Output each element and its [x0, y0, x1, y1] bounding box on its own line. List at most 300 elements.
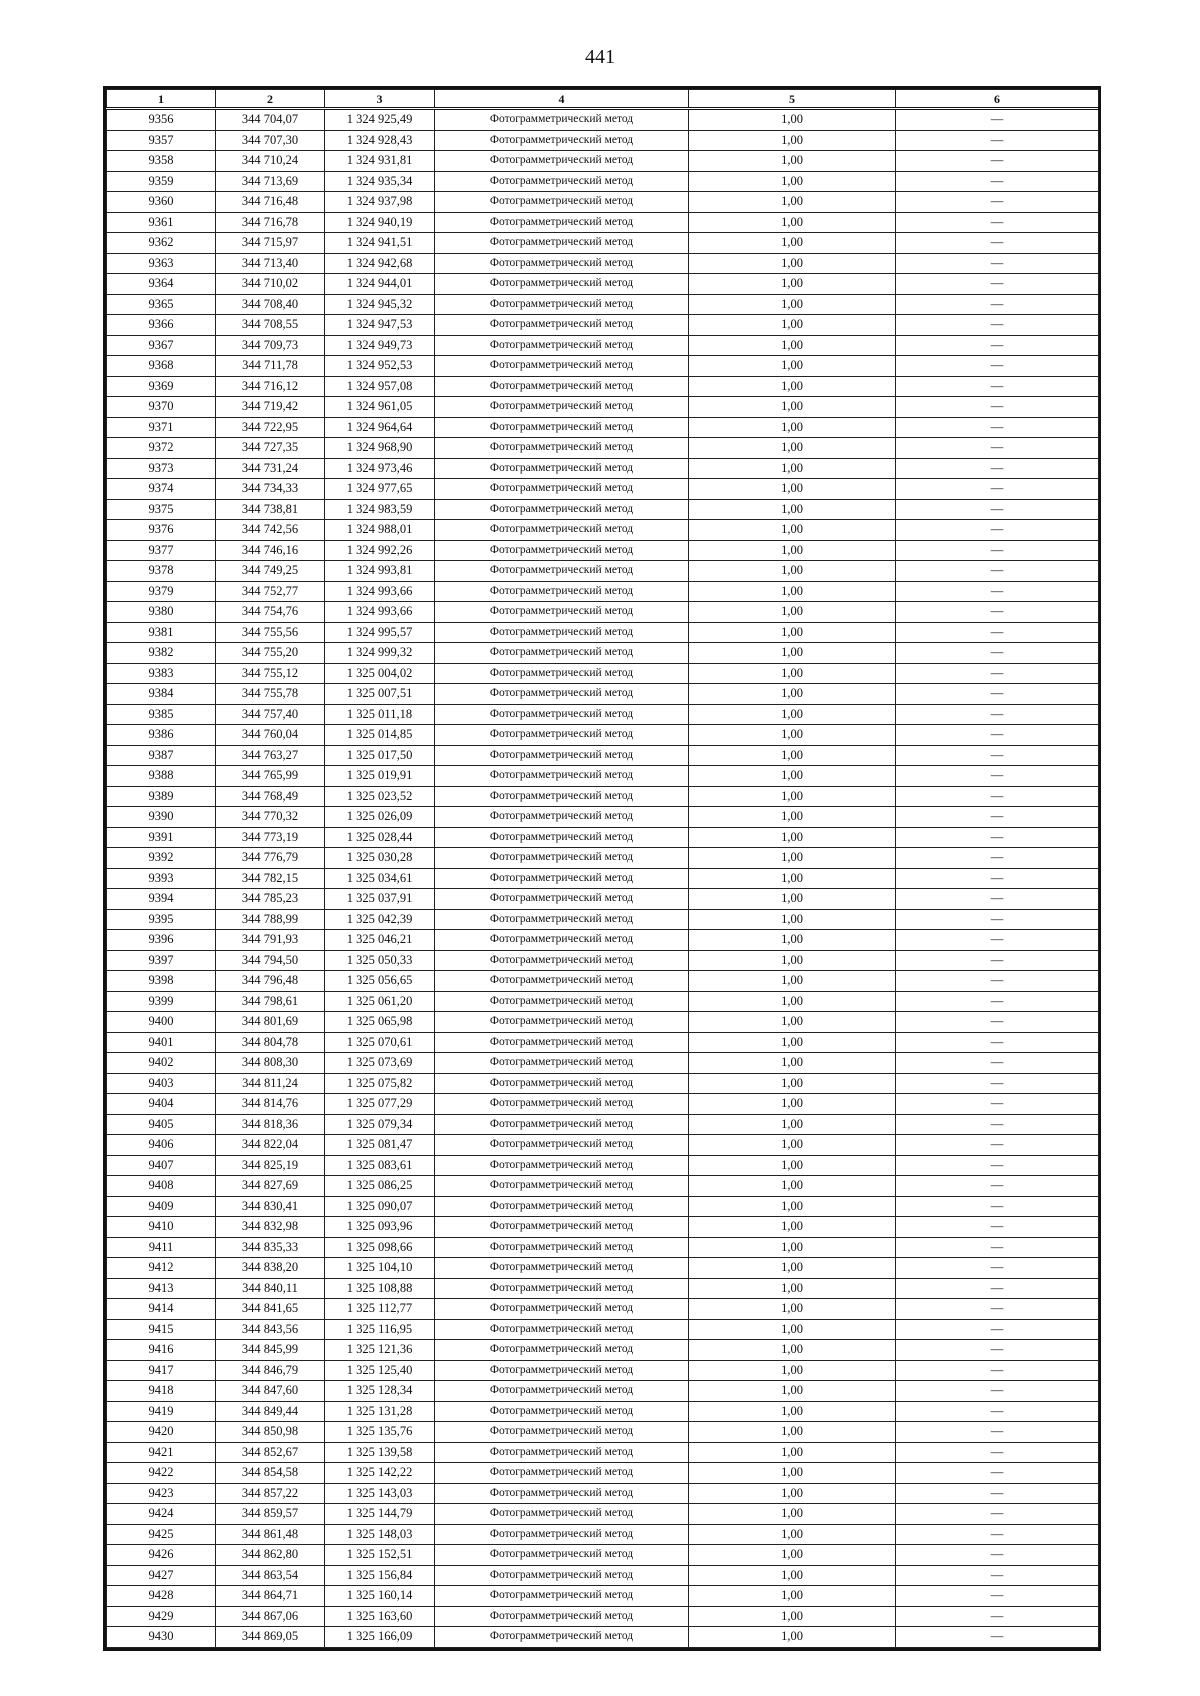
- y-coordinate-cell: 1 325 030,28: [325, 848, 435, 869]
- y-coordinate-cell: 1 325 135,76: [325, 1422, 435, 1443]
- x-coordinate-cell: 344 755,20: [216, 643, 325, 664]
- y-coordinate-cell: 1 325 104,10: [325, 1258, 435, 1279]
- column-header-3: 3: [325, 90, 435, 109]
- y-coordinate-cell: 1 325 081,47: [325, 1135, 435, 1156]
- method-cell: Фотограмметрический метод: [435, 233, 689, 254]
- accuracy-cell: 1,00: [689, 1176, 896, 1197]
- y-coordinate-cell: 1 324 947,53: [325, 315, 435, 336]
- point-number-cell: 9367: [107, 335, 216, 356]
- accuracy-cell: 1,00: [689, 397, 896, 418]
- point-number-cell: 9394: [107, 889, 216, 910]
- accuracy-cell: 1,00: [689, 499, 896, 520]
- table-row: [107, 950, 1099, 971]
- table-row: [107, 971, 1099, 992]
- table-row: [107, 1196, 1099, 1217]
- x-coordinate-cell: 344 822,04: [216, 1135, 325, 1156]
- point-number-cell: 9375: [107, 499, 216, 520]
- point-number-cell: 9399: [107, 991, 216, 1012]
- x-coordinate-cell: 344 742,56: [216, 520, 325, 541]
- table-row: [107, 622, 1099, 643]
- table-row: [107, 520, 1099, 541]
- y-coordinate-cell: 1 324 993,66: [325, 602, 435, 623]
- method-cell: Фотограмметрический метод: [435, 1319, 689, 1340]
- description-cell: —: [896, 499, 1099, 520]
- description-cell: —: [896, 725, 1099, 746]
- method-cell: Фотограмметрический метод: [435, 602, 689, 623]
- accuracy-cell: 1,00: [689, 1545, 896, 1566]
- point-number-cell: 9360: [107, 192, 216, 213]
- table-row: [107, 1053, 1099, 1074]
- table-row: [107, 253, 1099, 274]
- table-row: [107, 827, 1099, 848]
- y-coordinate-cell: 1 324 928,43: [325, 130, 435, 151]
- point-number-cell: 9417: [107, 1360, 216, 1381]
- method-cell: Фотограмметрический метод: [435, 1094, 689, 1115]
- table-row: [107, 1135, 1099, 1156]
- table-row: [107, 171, 1099, 192]
- point-number-cell: 9410: [107, 1217, 216, 1238]
- accuracy-cell: 1,00: [689, 1606, 896, 1627]
- description-cell: —: [896, 1258, 1099, 1279]
- accuracy-cell: 1,00: [689, 1032, 896, 1053]
- description-cell: —: [896, 1627, 1099, 1648]
- accuracy-cell: 1,00: [689, 868, 896, 889]
- y-coordinate-cell: 1 325 061,20: [325, 991, 435, 1012]
- x-coordinate-cell: 344 773,19: [216, 827, 325, 848]
- table-row: [107, 130, 1099, 151]
- point-number-cell: 9428: [107, 1586, 216, 1607]
- method-cell: Фотограмметрический метод: [435, 930, 689, 951]
- point-number-cell: 9386: [107, 725, 216, 746]
- y-coordinate-cell: 1 325 007,51: [325, 684, 435, 705]
- x-coordinate-cell: 344 818,36: [216, 1114, 325, 1135]
- accuracy-cell: 1,00: [689, 889, 896, 910]
- x-coordinate-cell: 344 832,98: [216, 1217, 325, 1238]
- method-cell: Фотограмметрический метод: [435, 1073, 689, 1094]
- table-row: [107, 1360, 1099, 1381]
- method-cell: Фотограмметрический метод: [435, 397, 689, 418]
- accuracy-cell: 1,00: [689, 1094, 896, 1115]
- table-row: [107, 1258, 1099, 1279]
- point-number-cell: 9383: [107, 663, 216, 684]
- point-number-cell: 9385: [107, 704, 216, 725]
- y-coordinate-cell: 1 325 093,96: [325, 1217, 435, 1238]
- x-coordinate-cell: 344 796,48: [216, 971, 325, 992]
- y-coordinate-cell: 1 325 131,28: [325, 1401, 435, 1422]
- x-coordinate-cell: 344 716,78: [216, 212, 325, 233]
- point-number-cell: 9416: [107, 1340, 216, 1361]
- y-coordinate-cell: 1 324 977,65: [325, 479, 435, 500]
- table-row: [107, 1299, 1099, 1320]
- table-row: [107, 1401, 1099, 1422]
- method-cell: Фотограмметрический метод: [435, 848, 689, 869]
- y-coordinate-cell: 1 325 125,40: [325, 1360, 435, 1381]
- table-row: [107, 540, 1099, 561]
- y-coordinate-cell: 1 325 023,52: [325, 786, 435, 807]
- description-cell: —: [896, 192, 1099, 213]
- x-coordinate-cell: 344 785,23: [216, 889, 325, 910]
- x-coordinate-cell: 344 846,79: [216, 1360, 325, 1381]
- y-coordinate-cell: 1 324 968,90: [325, 438, 435, 459]
- x-coordinate-cell: 344 707,30: [216, 130, 325, 151]
- x-coordinate-cell: 344 716,12: [216, 376, 325, 397]
- accuracy-cell: 1,00: [689, 1463, 896, 1484]
- x-coordinate-cell: 344 738,81: [216, 499, 325, 520]
- x-coordinate-cell: 344 719,42: [216, 397, 325, 418]
- accuracy-cell: 1,00: [689, 1135, 896, 1156]
- table-row: [107, 663, 1099, 684]
- x-coordinate-cell: 344 849,44: [216, 1401, 325, 1422]
- method-cell: Фотограмметрический метод: [435, 704, 689, 725]
- y-coordinate-cell: 1 325 077,29: [325, 1094, 435, 1115]
- point-number-cell: 9364: [107, 274, 216, 295]
- point-number-cell: 9382: [107, 643, 216, 664]
- y-coordinate-cell: 1 324 941,51: [325, 233, 435, 254]
- method-cell: Фотограмметрический метод: [435, 725, 689, 746]
- point-number-cell: 9408: [107, 1176, 216, 1197]
- y-coordinate-cell: 1 325 143,03: [325, 1483, 435, 1504]
- y-coordinate-cell: 1 324 944,01: [325, 274, 435, 295]
- y-coordinate-cell: 1 325 148,03: [325, 1524, 435, 1545]
- description-cell: —: [896, 766, 1099, 787]
- x-coordinate-cell: 344 765,99: [216, 766, 325, 787]
- method-cell: Фотограмметрический метод: [435, 520, 689, 541]
- point-number-cell: 9384: [107, 684, 216, 705]
- description-cell: —: [896, 991, 1099, 1012]
- y-coordinate-cell: 1 325 112,77: [325, 1299, 435, 1320]
- method-cell: Фотограмметрический метод: [435, 1422, 689, 1443]
- method-cell: Фотограмметрический метод: [435, 745, 689, 766]
- description-cell: —: [896, 376, 1099, 397]
- y-coordinate-cell: 1 324 931,81: [325, 151, 435, 172]
- point-number-cell: 9420: [107, 1422, 216, 1443]
- accuracy-cell: 1,00: [689, 315, 896, 336]
- description-cell: —: [896, 909, 1099, 930]
- method-cell: Фотограмметрический метод: [435, 376, 689, 397]
- table-row: [107, 212, 1099, 233]
- point-number-cell: 9373: [107, 458, 216, 479]
- x-coordinate-cell: 344 755,78: [216, 684, 325, 705]
- x-coordinate-cell: 344 727,35: [216, 438, 325, 459]
- point-number-cell: 9424: [107, 1504, 216, 1525]
- method-cell: Фотограмметрический метод: [435, 1442, 689, 1463]
- x-coordinate-cell: 344 731,24: [216, 458, 325, 479]
- x-coordinate-cell: 344 861,48: [216, 1524, 325, 1545]
- table-row: [107, 192, 1099, 213]
- method-cell: Фотограмметрический метод: [435, 335, 689, 356]
- x-coordinate-cell: 344 827,69: [216, 1176, 325, 1197]
- x-coordinate-cell: 344 760,04: [216, 725, 325, 746]
- method-cell: Фотограмметрический метод: [435, 1299, 689, 1320]
- x-coordinate-cell: 344 794,50: [216, 950, 325, 971]
- point-number-cell: 9411: [107, 1237, 216, 1258]
- table-row: [107, 1155, 1099, 1176]
- x-coordinate-cell: 344 710,02: [216, 274, 325, 295]
- table-row: [107, 335, 1099, 356]
- description-cell: —: [896, 294, 1099, 315]
- table-row: [107, 684, 1099, 705]
- y-coordinate-cell: 1 325 079,34: [325, 1114, 435, 1135]
- accuracy-cell: 1,00: [689, 581, 896, 602]
- description-cell: —: [896, 827, 1099, 848]
- table-row: [107, 1278, 1099, 1299]
- description-cell: —: [896, 253, 1099, 274]
- x-coordinate-cell: 344 852,67: [216, 1442, 325, 1463]
- table-body: [107, 109, 1099, 1648]
- method-cell: Фотограмметрический метод: [435, 1463, 689, 1484]
- table-row: [107, 1586, 1099, 1607]
- y-coordinate-cell: 1 325 028,44: [325, 827, 435, 848]
- method-cell: Фотограмметрический метод: [435, 1606, 689, 1627]
- accuracy-cell: 1,00: [689, 1196, 896, 1217]
- point-number-cell: 9405: [107, 1114, 216, 1135]
- table-row: [107, 1340, 1099, 1361]
- accuracy-cell: 1,00: [689, 1483, 896, 1504]
- y-coordinate-cell: 1 325 037,91: [325, 889, 435, 910]
- x-coordinate-cell: 344 843,56: [216, 1319, 325, 1340]
- y-coordinate-cell: 1 324 983,59: [325, 499, 435, 520]
- description-cell: —: [896, 1094, 1099, 1115]
- table-header: [107, 90, 1099, 109]
- point-number-cell: 9413: [107, 1278, 216, 1299]
- description-cell: —: [896, 520, 1099, 541]
- description-cell: —: [896, 622, 1099, 643]
- y-coordinate-cell: 1 324 925,49: [325, 109, 435, 131]
- description-cell: —: [896, 807, 1099, 828]
- description-cell: —: [896, 1422, 1099, 1443]
- accuracy-cell: 1,00: [689, 745, 896, 766]
- description-cell: —: [896, 581, 1099, 602]
- point-number-cell: 9387: [107, 745, 216, 766]
- description-cell: —: [896, 1442, 1099, 1463]
- table-row: [107, 499, 1099, 520]
- description-cell: —: [896, 1340, 1099, 1361]
- description-cell: —: [896, 1012, 1099, 1033]
- y-coordinate-cell: 1 324 993,81: [325, 561, 435, 582]
- method-cell: Фотограмметрический метод: [435, 909, 689, 930]
- accuracy-cell: 1,00: [689, 950, 896, 971]
- table-row: [107, 930, 1099, 951]
- point-number-cell: 9418: [107, 1381, 216, 1402]
- x-coordinate-cell: 344 798,61: [216, 991, 325, 1012]
- description-cell: —: [896, 561, 1099, 582]
- description-cell: —: [896, 540, 1099, 561]
- x-coordinate-cell: 344 776,79: [216, 848, 325, 869]
- x-coordinate-cell: 344 863,54: [216, 1565, 325, 1586]
- table-row: [107, 438, 1099, 459]
- point-number-cell: 9356: [107, 109, 216, 131]
- point-number-cell: 9426: [107, 1545, 216, 1566]
- y-coordinate-cell: 1 325 142,22: [325, 1463, 435, 1484]
- description-cell: —: [896, 1135, 1099, 1156]
- accuracy-cell: 1,00: [689, 520, 896, 541]
- x-coordinate-cell: 344 857,22: [216, 1483, 325, 1504]
- point-number-cell: 9376: [107, 520, 216, 541]
- y-coordinate-cell: 1 324 942,68: [325, 253, 435, 274]
- accuracy-cell: 1,00: [689, 294, 896, 315]
- x-coordinate-cell: 344 715,97: [216, 233, 325, 254]
- method-cell: Фотограмметрический метод: [435, 253, 689, 274]
- point-number-cell: 9429: [107, 1606, 216, 1627]
- y-coordinate-cell: 1 325 121,36: [325, 1340, 435, 1361]
- description-cell: —: [896, 602, 1099, 623]
- description-cell: —: [896, 1463, 1099, 1484]
- x-coordinate-cell: 344 749,25: [216, 561, 325, 582]
- accuracy-cell: 1,00: [689, 930, 896, 951]
- point-number-cell: 9381: [107, 622, 216, 643]
- description-cell: —: [896, 1155, 1099, 1176]
- accuracy-cell: 1,00: [689, 848, 896, 869]
- x-coordinate-cell: 344 763,27: [216, 745, 325, 766]
- x-coordinate-cell: 344 838,20: [216, 1258, 325, 1279]
- x-coordinate-cell: 344 782,15: [216, 868, 325, 889]
- column-header-4: 4: [435, 90, 689, 109]
- y-coordinate-cell: 1 325 042,39: [325, 909, 435, 930]
- point-number-cell: 9393: [107, 868, 216, 889]
- method-cell: Фотограмметрический метод: [435, 684, 689, 705]
- description-cell: —: [896, 1114, 1099, 1135]
- coordinates-table: [106, 89, 1099, 1648]
- table-row: [107, 1504, 1099, 1525]
- column-header-5: 5: [689, 90, 896, 109]
- description-cell: —: [896, 1032, 1099, 1053]
- point-number-cell: 9391: [107, 827, 216, 848]
- x-coordinate-cell: 344 864,71: [216, 1586, 325, 1607]
- method-cell: Фотограмметрический метод: [435, 1483, 689, 1504]
- accuracy-cell: 1,00: [689, 1524, 896, 1545]
- description-cell: —: [896, 1381, 1099, 1402]
- description-cell: —: [896, 479, 1099, 500]
- accuracy-cell: 1,00: [689, 971, 896, 992]
- y-coordinate-cell: 1 324 961,05: [325, 397, 435, 418]
- table-row: [107, 1565, 1099, 1586]
- accuracy-cell: 1,00: [689, 1012, 896, 1033]
- point-number-cell: 9357: [107, 130, 216, 151]
- y-coordinate-cell: 1 325 086,25: [325, 1176, 435, 1197]
- y-coordinate-cell: 1 325 004,02: [325, 663, 435, 684]
- accuracy-cell: 1,00: [689, 1340, 896, 1361]
- x-coordinate-cell: 344 713,40: [216, 253, 325, 274]
- x-coordinate-cell: 344 808,30: [216, 1053, 325, 1074]
- description-cell: —: [896, 950, 1099, 971]
- point-number-cell: 9419: [107, 1401, 216, 1422]
- y-coordinate-cell: 1 324 993,66: [325, 581, 435, 602]
- table-row: [107, 807, 1099, 828]
- accuracy-cell: 1,00: [689, 663, 896, 684]
- point-number-cell: 9368: [107, 356, 216, 377]
- point-number-cell: 9414: [107, 1299, 216, 1320]
- x-coordinate-cell: 344 752,77: [216, 581, 325, 602]
- y-coordinate-cell: 1 325 139,58: [325, 1442, 435, 1463]
- method-cell: Фотограмметрический метод: [435, 192, 689, 213]
- accuracy-cell: 1,00: [689, 438, 896, 459]
- accuracy-cell: 1,00: [689, 233, 896, 254]
- description-cell: —: [896, 704, 1099, 725]
- x-coordinate-cell: 344 862,80: [216, 1545, 325, 1566]
- x-coordinate-cell: 344 804,78: [216, 1032, 325, 1053]
- y-coordinate-cell: 1 325 050,33: [325, 950, 435, 971]
- description-cell: —: [896, 1401, 1099, 1422]
- description-cell: —: [896, 684, 1099, 705]
- table-row: [107, 1217, 1099, 1238]
- method-cell: Фотограмметрический метод: [435, 971, 689, 992]
- point-number-cell: 9398: [107, 971, 216, 992]
- method-cell: Фотограмметрический метод: [435, 950, 689, 971]
- accuracy-cell: 1,00: [689, 643, 896, 664]
- description-cell: —: [896, 1278, 1099, 1299]
- description-cell: —: [896, 1053, 1099, 1074]
- y-coordinate-cell: 1 325 116,95: [325, 1319, 435, 1340]
- point-number-cell: 9361: [107, 212, 216, 233]
- accuracy-cell: 1,00: [689, 622, 896, 643]
- point-number-cell: 9425: [107, 1524, 216, 1545]
- method-cell: Фотограмметрический метод: [435, 1217, 689, 1238]
- y-coordinate-cell: 1 325 070,61: [325, 1032, 435, 1053]
- description-cell: —: [896, 1196, 1099, 1217]
- y-coordinate-cell: 1 324 995,57: [325, 622, 435, 643]
- y-coordinate-cell: 1 324 957,08: [325, 376, 435, 397]
- point-number-cell: 9403: [107, 1073, 216, 1094]
- point-number-cell: 9369: [107, 376, 216, 397]
- y-coordinate-cell: 1 325 090,07: [325, 1196, 435, 1217]
- accuracy-cell: 1,00: [689, 1442, 896, 1463]
- y-coordinate-cell: 1 325 014,85: [325, 725, 435, 746]
- description-cell: —: [896, 151, 1099, 172]
- method-cell: Фотограмметрический метод: [435, 540, 689, 561]
- method-cell: Фотограмметрический метод: [435, 1032, 689, 1053]
- method-cell: Фотограмметрический метод: [435, 1114, 689, 1135]
- description-cell: —: [896, 171, 1099, 192]
- accuracy-cell: 1,00: [689, 684, 896, 705]
- accuracy-cell: 1,00: [689, 1565, 896, 1586]
- method-cell: Фотограмметрический метод: [435, 1504, 689, 1525]
- point-number-cell: 9372: [107, 438, 216, 459]
- table-row: [107, 561, 1099, 582]
- accuracy-cell: 1,00: [689, 1360, 896, 1381]
- method-cell: Фотограмметрический метод: [435, 1627, 689, 1648]
- x-coordinate-cell: 344 708,55: [216, 315, 325, 336]
- y-coordinate-cell: 1 324 940,19: [325, 212, 435, 233]
- point-number-cell: 9358: [107, 151, 216, 172]
- method-cell: Фотограмметрический метод: [435, 1196, 689, 1217]
- accuracy-cell: 1,00: [689, 540, 896, 561]
- point-number-cell: 9366: [107, 315, 216, 336]
- method-cell: Фотограмметрический метод: [435, 561, 689, 582]
- method-cell: Фотограмметрический метод: [435, 1258, 689, 1279]
- accuracy-cell: 1,00: [689, 356, 896, 377]
- x-coordinate-cell: 344 754,76: [216, 602, 325, 623]
- table-row: [107, 1627, 1099, 1648]
- table-row: [107, 786, 1099, 807]
- table-row: [107, 848, 1099, 869]
- table-row: [107, 991, 1099, 1012]
- table-row: [107, 766, 1099, 787]
- accuracy-cell: 1,00: [689, 1237, 896, 1258]
- method-cell: Фотограмметрический метод: [435, 499, 689, 520]
- y-coordinate-cell: 1 324 999,32: [325, 643, 435, 664]
- y-coordinate-cell: 1 325 065,98: [325, 1012, 435, 1033]
- accuracy-cell: 1,00: [689, 1299, 896, 1320]
- point-number-cell: 9379: [107, 581, 216, 602]
- accuracy-cell: 1,00: [689, 1258, 896, 1279]
- table-row: [107, 1422, 1099, 1443]
- description-cell: —: [896, 1483, 1099, 1504]
- y-coordinate-cell: 1 324 973,46: [325, 458, 435, 479]
- accuracy-cell: 1,00: [689, 192, 896, 213]
- point-number-cell: 9401: [107, 1032, 216, 1053]
- point-number-cell: 9359: [107, 171, 216, 192]
- accuracy-cell: 1,00: [689, 1073, 896, 1094]
